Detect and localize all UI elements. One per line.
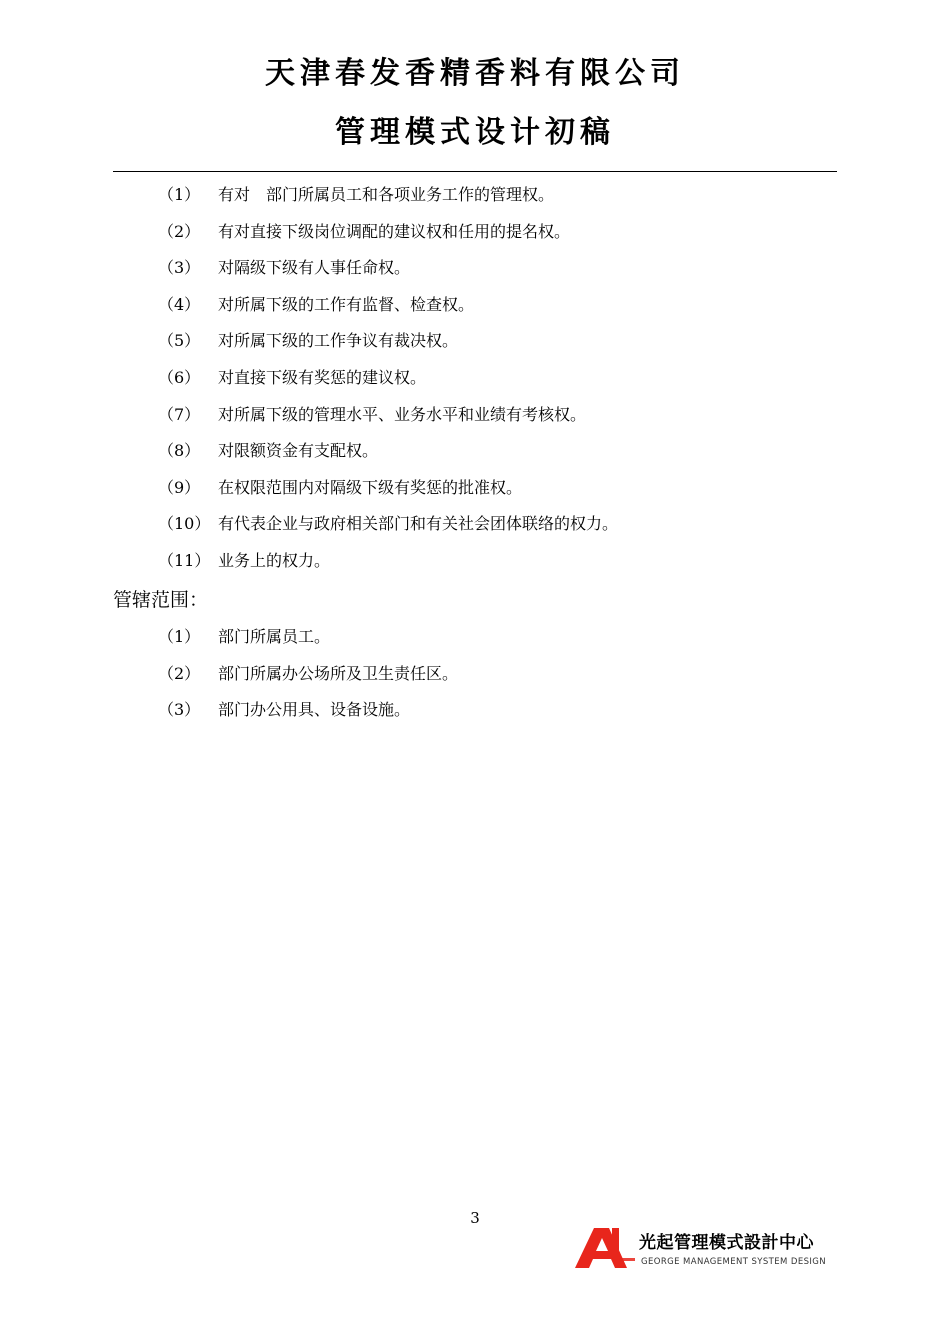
- list-item: [0, 397, 950, 434]
- item-number: （1）: [158, 185, 201, 204]
- item-number: （1）: [158, 627, 201, 646]
- item-number: （8）: [158, 441, 201, 461]
- document-title: 管理模式设计初稿: [335, 115, 615, 150]
- item-text: 在权限范围内对隔级下级有奖惩的批准权。: [218, 477, 523, 497]
- list-item: [0, 433, 950, 470]
- item-text: 对所属下级的工作争议有裁决权。: [218, 331, 459, 351]
- list-item: [0, 619, 950, 656]
- item-text: 有代表企业与政府相关部门和有关社会团体联络的权力。: [218, 514, 619, 534]
- item-number: （2）: [158, 663, 201, 683]
- header-divider: [113, 171, 837, 172]
- list-item: [0, 656, 950, 693]
- item-text: 部门办公用具、设备设施。: [218, 700, 411, 720]
- list-item: [0, 250, 950, 287]
- logo-tagline: GEORGE MANAGEMENT SYSTEM DESIGN: [641, 1257, 827, 1267]
- list-item: [0, 323, 950, 360]
- scope-list: [0, 619, 950, 729]
- item-number: （3）: [158, 258, 201, 278]
- item-text: 对限额资金有支配权。: [218, 441, 379, 461]
- list-item: [0, 692, 950, 729]
- list-item: [0, 214, 950, 251]
- item-number: （11）: [158, 550, 211, 570]
- item-text: 对所属下级的工作有监督、检查权。: [218, 294, 475, 314]
- item-text: 业务上的权力。: [218, 550, 331, 570]
- letter-a-logo-icon: [575, 1226, 635, 1270]
- list-item: [0, 287, 950, 324]
- item-text: 有对 部门所属员工和各项业务工作的管理权。: [218, 185, 555, 204]
- item-text: 部门所属办公场所及卫生责任区。: [218, 663, 459, 683]
- page-number: 3: [470, 1209, 480, 1227]
- item-number: （6）: [158, 367, 201, 387]
- item-number: （10）: [158, 514, 211, 534]
- item-text: 对所属下级的管理水平、业务水平和业绩有考核权。: [218, 404, 587, 424]
- company-title: 天津春发香精香料有限公司: [265, 56, 685, 91]
- list-item: [0, 543, 950, 580]
- list-item: [0, 506, 950, 543]
- list-item: [0, 470, 950, 507]
- scope-heading: 管辖范围：: [113, 589, 209, 611]
- item-number: （9）: [158, 477, 201, 497]
- item-number: （3）: [158, 700, 201, 720]
- list-item: [0, 177, 950, 214]
- item-number: （4）: [158, 294, 201, 314]
- footer-logo: [575, 1226, 845, 1276]
- item-text: 有对直接下级岗位调配的建议权和任用的提名权。: [218, 221, 571, 241]
- item-text: 部门所属员工。: [218, 627, 331, 646]
- item-number: （7）: [158, 404, 201, 424]
- item-number: （5）: [158, 331, 201, 351]
- item-number: （2）: [158, 221, 201, 241]
- list-item: [0, 360, 950, 397]
- item-text: 对隔级下级有人事任命权。: [218, 258, 411, 278]
- item-text: 对直接下级有奖惩的建议权。: [218, 367, 427, 387]
- logo-name: 光起管理模式設計中心: [639, 1233, 814, 1253]
- powers-list: [0, 177, 950, 580]
